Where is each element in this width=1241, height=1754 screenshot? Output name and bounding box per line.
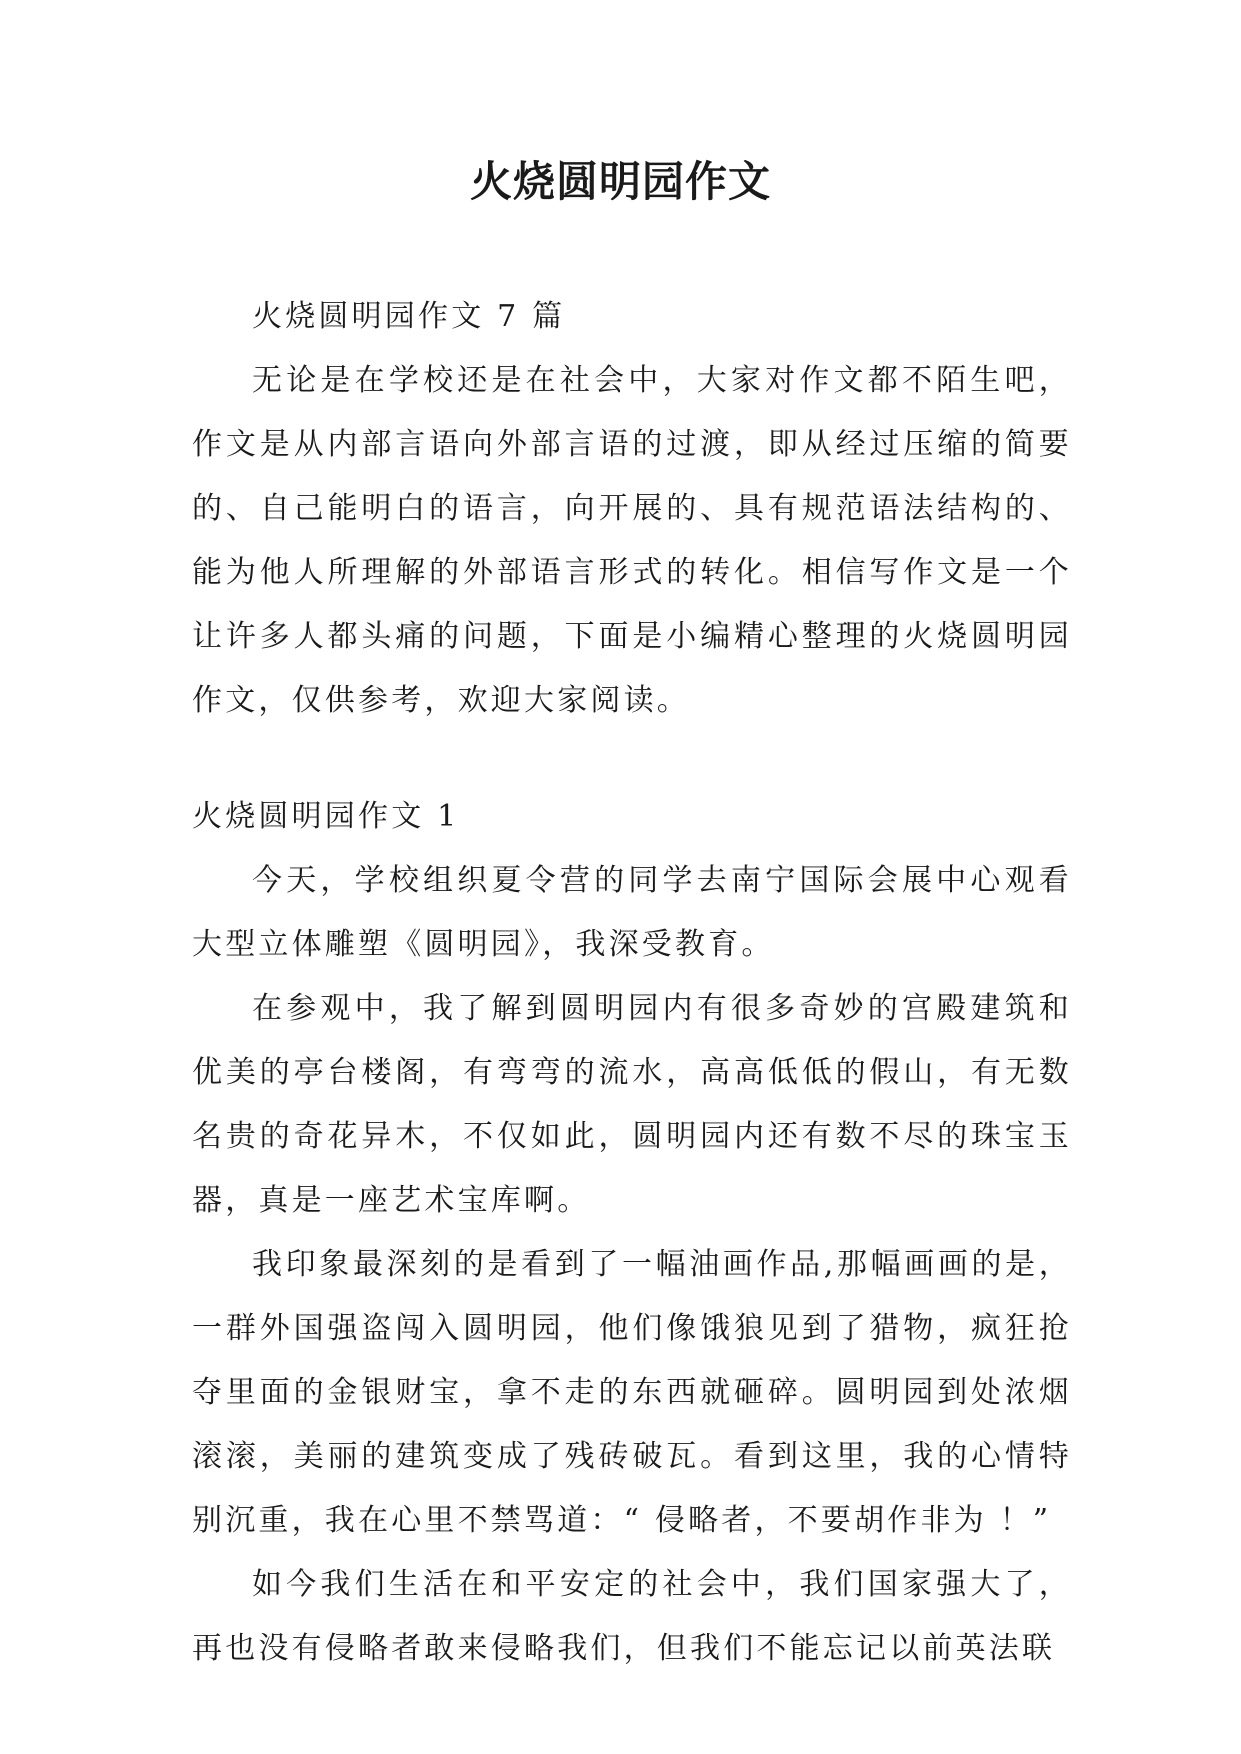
body-paragraph: 如今我们生活在和平安定的社会中，我们国家强大了，再也没有侵略者敢来侵略我们，但我们不能忘记以前英法联 <box>192 1567 1072 1666</box>
document-body <box>192 285 1072 1681</box>
body-paragraph: 我印象最深刻的是看到了一幅油画作品,那幅画画的是，一群外国强盗闯入圆明园，他们像饿狼见到了猎物，疯狂抢夺里面的金银财宝，拿不走的东西就砸碎。圆明园到处浓烟滚滚，美丽的建筑变成了残砖破瓦。看到这里，我的心情特别沉重，我在心里不禁骂道：“ 侵略者，不要胡作非为 ！” <box>192 1247 1072 1538</box>
document-title: 火烧圆明园作文 <box>469 157 771 206</box>
section-heading: 火烧圆明园作文 1 <box>192 799 460 834</box>
body-paragraph: 今天，学校组织夏令营的同学去南宁国际会展中心观看大型立体雕塑《圆明园》，我深受教育。 <box>192 863 1072 962</box>
body-paragraph: 在参观中，我了解到圆明园内有很多奇妙的宫殿建筑和优美的亭台楼阁，有弯弯的流水，高高低低的假山，有无数名贵的奇花异木，不仅如此，圆明园内还有数不尽的珠宝玉器，真是一座艺术宝库啊。 <box>192 991 1072 1218</box>
intro-paragraph: 无论是在学校还是在社会中，大家对作文都不陌生吧，作文是从内部言语向外部言语的过渡，即从经过压缩的简要的、自己能明白的语言，向开展的、具有规范语法结构的、能为他人所理解的外部语言形式的转化。相信写作文是一个让许多人都头痛的问题，下面是小编精心整理的火烧圆明园作文，仅供参考，欢迎大家阅读。 <box>192 363 1072 718</box>
document-subtitle: 火烧圆明园作文 7 篇 <box>252 299 566 334</box>
section-spacer <box>192 733 1072 785</box>
